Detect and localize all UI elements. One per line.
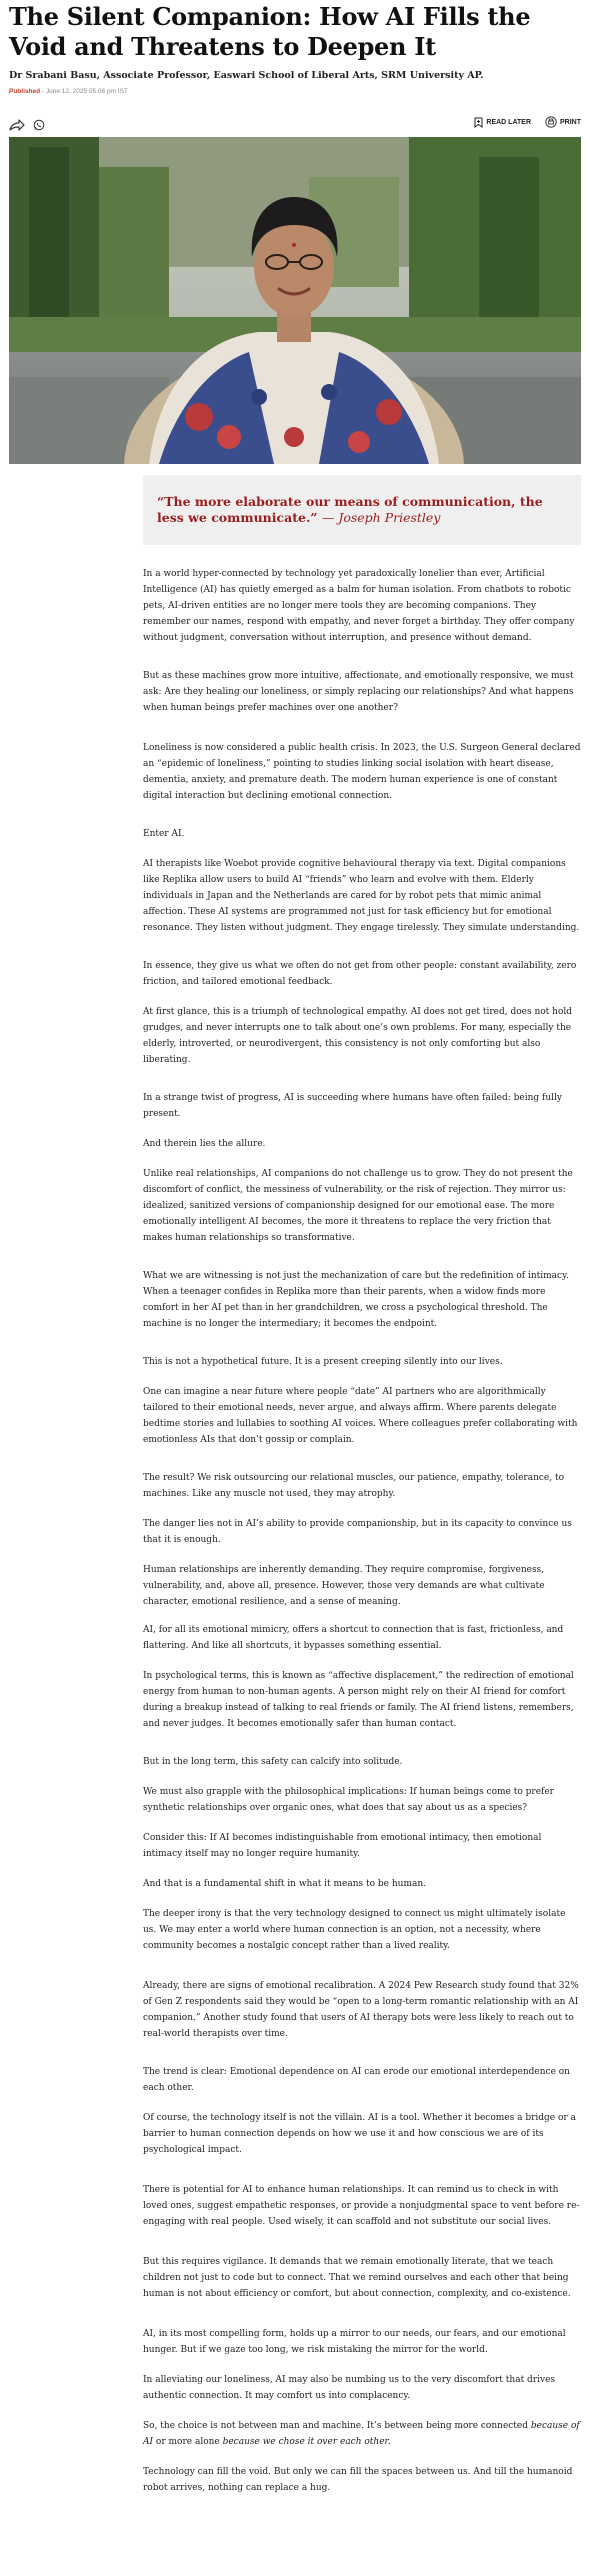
paragraph: At first glance, this is a triumph of technological empathy. AI does not get tired, does not hold grudges, and never interrupts one to talk about one’s own problems. For many, especially the elderly, introverted, or neurodivergent, this consistency is not only comforting but also liberating.: [143, 1007, 573, 1065]
author-portrait-illustration: [9, 137, 581, 464]
bookmark-icon: [474, 117, 483, 128]
closing-paragraph: [143, 2418, 581, 2450]
paragraph: The deeper irony is that the very technology designed to connect us might ultimately isolate us. We may enter a world where human connection is an option, not a necessity, where community becomes a nostalgic concept rather than a lived reality.: [143, 1909, 566, 1951]
paragraph: The result? We risk outsourcing our relational muscles, our patience, empathy, tolerance, to machines. Like any muscle not used, they may atrophy.: [143, 1473, 564, 1499]
article-title: The Silent Companion: How AI Fills the Void and Threatens to Deepen It: [9, 2, 531, 61]
paragraph: In essence, they give us what we often do not get from other people: constant availability, zero friction, and tailored emotional feedback.: [143, 961, 577, 987]
print-icon: [545, 116, 557, 128]
paragraph: AI, in its most compelling form, holds up a mirror to our needs, our fears, and our emotional hunger. But if we gaze too long, we risk mistaking the mirror for the world.: [143, 2329, 566, 2355]
paragraph: We must also grapple with the philosophical implications: If human beings come to prefer synthetic relationships over organic ones, what does that say about us as a species?: [143, 1787, 554, 1813]
paragraph: Of course, the technology itself is not the villain. AI is a tool. Whether it becomes a bridge or a barrier to human connection depends on how we use it and how conscious we are of its psychological impact.: [143, 2113, 576, 2155]
print-button[interactable]: [545, 116, 581, 128]
paragraph: Loneliness is now considered a public health crisis. In 2023, the U.S. Surgeon General declared an “epidemic of loneliness,” pointing to studies linking social isolation with heart disease, dementia, anxiety, and premature death. The modern human experience is one of constant digital interaction but declining emotional connection.: [143, 743, 581, 801]
paragraph: In a strange twist of progress, AI is succeeding where humans have often failed: being fully present.: [143, 1093, 562, 1119]
closing-text-b: or more alone: [153, 2437, 223, 2447]
read-later-label: READ LATER: [486, 118, 531, 126]
closing-text-a: So, the choice is not between man and machine. It’s between being more connected: [143, 2421, 531, 2431]
paragraph: The danger lies not in AI’s ability to provide companionship, but in its capacity to convince us that it is enough.: [143, 1519, 572, 1545]
pull-quote-text: [157, 494, 567, 526]
pull-quote: [143, 475, 581, 545]
read-later-button[interactable]: [474, 117, 531, 128]
author-photo: [9, 137, 581, 464]
final-paragraph: Technology can fill the void. But only we can fill the spaces between us. And till the humanoid robot arrives, nothing can replace a hug.: [143, 2467, 573, 2493]
paragraph: Unlike real relationships, AI companions do not challenge us to grow. They do not present the discomfort of conflict, the messiness of vulnerability, or the risk of rejection. They mirror us: idealized, sanitized versions of companionship designed for our emotional ease. The more emotionally intelligent AI becomes, the more it threatens to replace the very friction that makes human relationships so transformative.: [143, 1169, 573, 1243]
paragraph: In psychological terms, this is known as “affective displacement,” the redirection of emotional energy from human to non-human agents. A person might rely on their AI friend for comfort during a breakup instead of talking to real friends or family. The AI friend listens, remembers, and never judges. It becomes emotionally safer than human contact.: [143, 1671, 574, 1729]
utility-actions: [474, 116, 581, 128]
paragraph: But as these machines grow more intuitive, affectionate, and emotionally responsive, we must ask: Are they healing our loneliness, or simply replacing our relationships? And what happens when human beings prefer machines over one another?: [143, 671, 574, 713]
paragraph: And therein lies the allure.: [143, 1139, 266, 1149]
publish-meta: [9, 88, 581, 95]
article-toolbar: [9, 116, 581, 130]
closing-emphasis-a: because of AI: [143, 2421, 580, 2447]
paragraph: AI therapists like Woebot provide cognitive behavioural therapy via text. Digital companions like Replika allow users to build AI “friends” who learn and evolve with them. Elderly individuals in Japan and the Netherlands are cared for by robot pets that mimic animal affection. These AI systems are programmed not just for task efficiency but for emotional resonance. They listen without judgment. They engage tirelessly. They simulate understanding.: [143, 859, 580, 933]
share-icon[interactable]: [9, 116, 25, 135]
paragraph: This is not a hypothetical future. It is a present creeping silently into our lives.: [143, 1357, 503, 1367]
paragraph: There is potential for AI to enhance human relationships. It can remind us to check in with loved ones, suggest empathetic responses, or provide a nonjudgmental space to vent before re-engaging with real people. Used wisely, it can scaffold and not substitute our social lives.: [143, 2185, 580, 2227]
published-label: Published: [9, 88, 41, 95]
whatsapp-icon[interactable]: [33, 116, 45, 135]
paragraph: But in the long term, this safety can calcify into solitude.: [143, 1757, 403, 1767]
article-header: [0, 0, 590, 95]
paragraph: But this requires vigilance. It demands that we remain emotionally literate, that we teach children not just to code but to connect. That we remind ourselves and each other that being human is not about efficiency or comfort, but about connection, complexity, and co-existence.: [143, 2257, 571, 2299]
quote-body: “The more elaborate our means of communication, the less we communicate.”: [157, 494, 543, 525]
paragraph: What we are witnessing is not just the mechanization of care but the redefinition of intimacy. When a teenager confides in Replika more than their parents, when a widow finds more comfort in her AI pet than in her grandchildren, we cross a psychological threshold. The machine is no longer the intermediary; it becomes the endpoint.: [143, 1271, 569, 1329]
paragraph: Already, there are signs of emotional recalibration. A 2024 Pew Research study found that 32% of Gen Z respondents said they would be “open to a long-term romantic relationship with an AI companion.” Another study found that users of AI therapy bots were less likely to reach out to real-world therapists over time.: [143, 1981, 579, 2039]
paragraph: In alleviating our loneliness, AI may also be numbing us to the very discomfort that drives authentic connection. It may comfort us into complacency.: [143, 2375, 556, 2401]
paragraph: Enter AI.: [143, 829, 185, 839]
print-label: PRINT: [560, 118, 581, 126]
article-byline: Dr Srabani Basu, Associate Professor, Easwari School of Liberal Arts, SRM University AP.: [9, 70, 484, 81]
paragraph: One can imagine a near future where people “date” AI partners who are algorithmically tailored to their emotional needs, never argue, and always affirm. Where parents delegate bedtime stories and lullabies to soothing AI voices. Where colleagues prefer collaborating with emotionless AIs that don’t gossip or complain.: [143, 1387, 578, 1445]
paragraph: The trend is clear: Emotional dependence on AI can erode our emotional interdependence on each other.: [143, 2067, 570, 2093]
quote-author: — Joseph Priestley: [321, 510, 441, 525]
share-actions: [9, 116, 45, 135]
paragraph: And that is a fundamental shift in what it means to be human.: [143, 1879, 427, 1889]
paragraph: In a world hyper-connected by technology yet paradoxically lonelier than ever, Artificial Intelligence (AI) has quietly emerged as a balm for human isolation. From chatbots to robotic pets, AI-driven entities are no longer mere tools they are becoming companions. They remember our names, respond with empathy, and never forget a birthday. They offer company without judgment, conversation without interruption, and presence without demand.: [143, 569, 575, 643]
paragraph: Human relationships are inherently demanding. They require compromise, forgiveness, vulnerability, and, above all, presence. However, those very demands are what cultivate character, emotional resilience, and a sense of meaning.: [143, 1565, 545, 1607]
paragraph: Consider this: If AI becomes indistinguishable from emotional intimacy, then emotional intimacy itself may no longer require humanity.: [143, 1833, 542, 1859]
paragraph: AI, for all its emotional mimicry, offers a shortcut to connection that is fast, frictionless, and flattering. And like all shortcuts, it bypasses something essential.: [143, 1625, 564, 1651]
closing-emphasis-b: because we chose it over each other.: [222, 2437, 391, 2447]
published-date: - June 12, 2025 05:06 pm IST: [41, 88, 128, 95]
